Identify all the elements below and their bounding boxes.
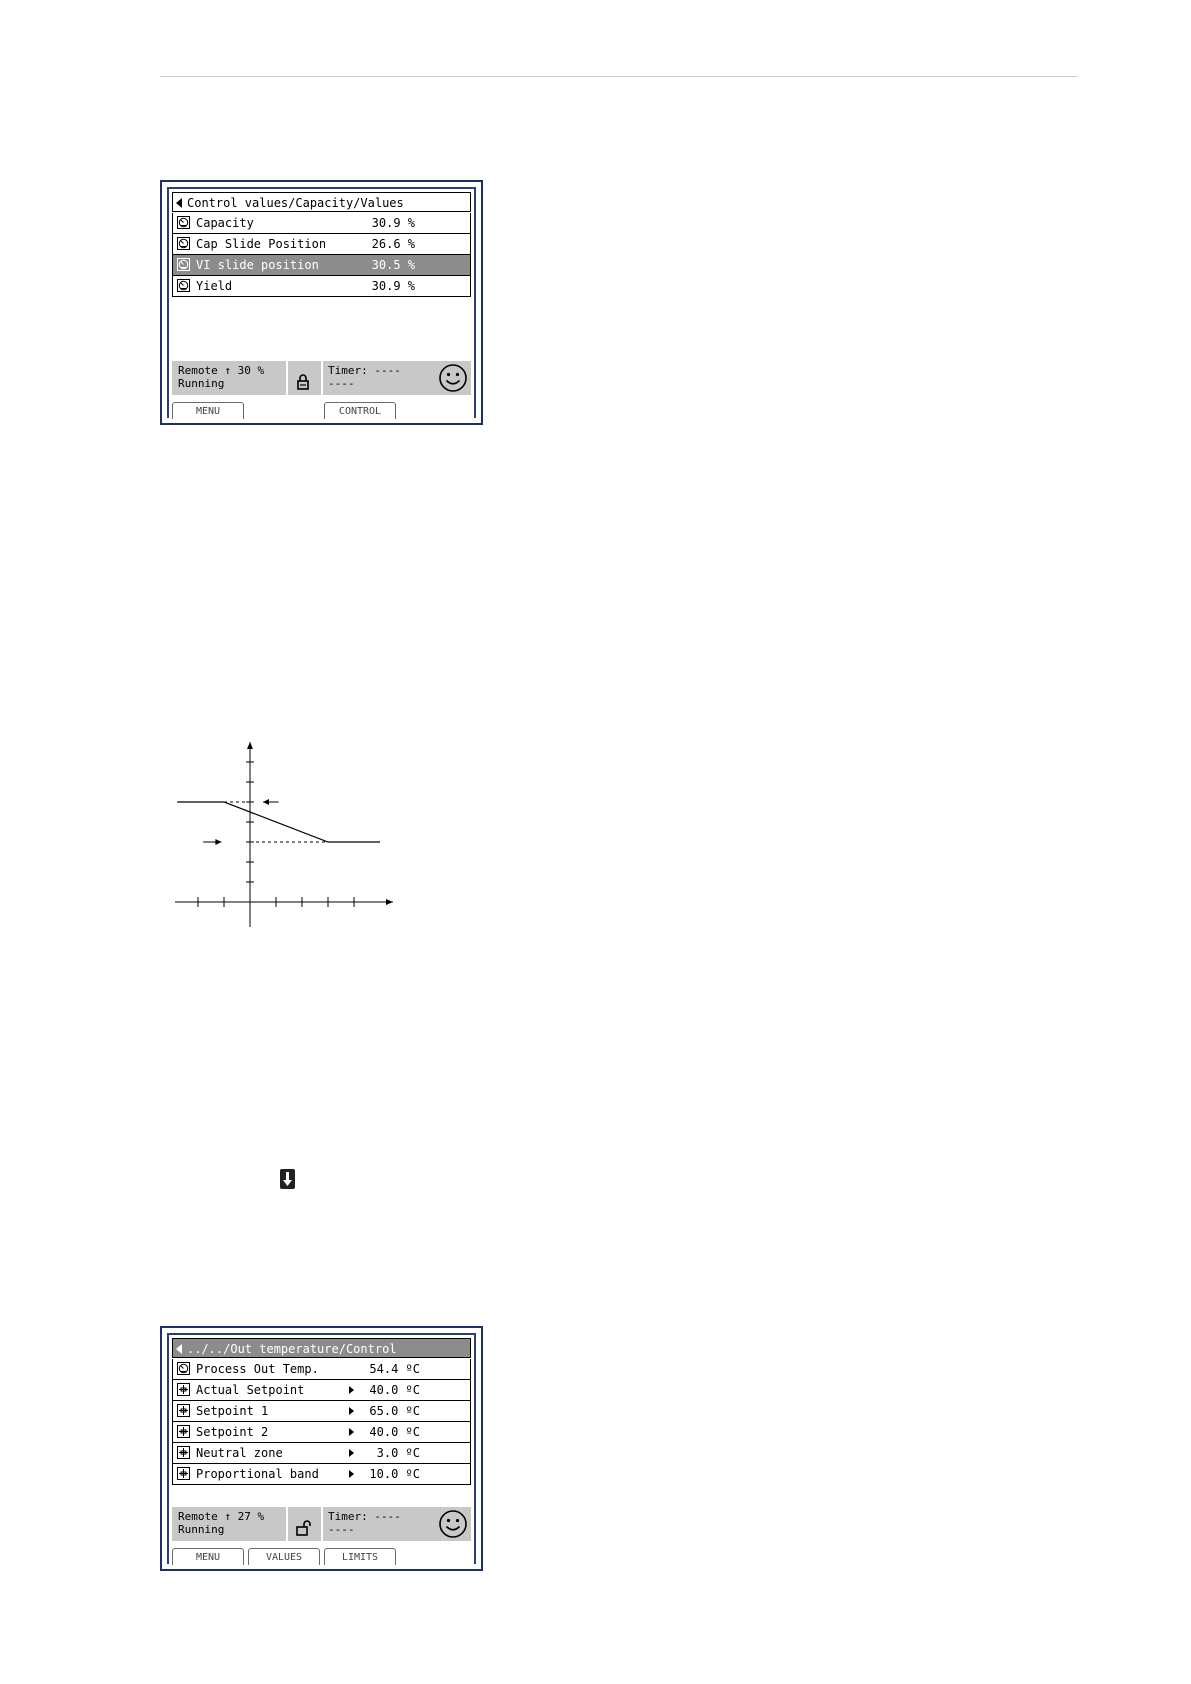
- row-label: Setpoint 2: [196, 1425, 269, 1439]
- page-header-rule: [160, 76, 1078, 77]
- screen-display: [167, 187, 476, 418]
- x-axis-arrow: [386, 899, 393, 905]
- chart-axes: [175, 742, 393, 927]
- setpoint-icon: [177, 1446, 190, 1459]
- chevron-right-icon[interactable]: [349, 1449, 354, 1457]
- list-item-selected[interactable]: [172, 255, 471, 276]
- smiley-icon: [438, 1509, 468, 1539]
- chart-series: [177, 802, 380, 842]
- upper-pointer-arrow: [263, 799, 269, 805]
- menu-softkey[interactable]: MENU: [172, 1548, 244, 1565]
- lock-panel: [288, 361, 321, 395]
- list-item[interactable]: [172, 1422, 471, 1443]
- value-list: [172, 213, 471, 297]
- gauge-icon: [177, 1362, 190, 1375]
- menu-path-bar[interactable]: [172, 1338, 471, 1358]
- y-axis-arrow: [247, 742, 253, 749]
- back-arrow-icon[interactable]: [176, 1344, 182, 1354]
- menu-path-text: Control values/Capacity/Values: [187, 196, 404, 210]
- series-line: [177, 802, 380, 842]
- smiley-icon: [438, 363, 468, 393]
- status-timer: [323, 1507, 471, 1541]
- row-value: 30.9 %: [371, 216, 415, 230]
- lock-icon: [297, 374, 309, 390]
- menu-path-bar[interactable]: [172, 192, 471, 212]
- gauge-icon: [177, 279, 190, 292]
- row-value: 54.4 ºC: [369, 1362, 420, 1376]
- chevron-right-icon[interactable]: [349, 1470, 354, 1478]
- control-softkey[interactable]: CONTROL: [324, 402, 396, 419]
- timer-label: Timer: ----: [328, 1510, 401, 1523]
- chevron-right-icon[interactable]: [349, 1386, 354, 1394]
- row-value: 26.6 %: [371, 237, 415, 251]
- gauge-icon: [177, 216, 190, 229]
- unlock-icon: [296, 1520, 312, 1536]
- list-item[interactable]: [172, 213, 471, 234]
- status-capacity: 30 %: [237, 364, 265, 377]
- list-item[interactable]: [172, 1359, 471, 1380]
- row-value: 30.9 %: [371, 279, 415, 293]
- row-label: Process Out Temp.: [196, 1362, 319, 1376]
- up-arrow-icon: ↑: [224, 1510, 231, 1523]
- chevron-right-icon[interactable]: [349, 1428, 354, 1436]
- row-label: Yield: [196, 279, 233, 293]
- setpoint-icon: [177, 1467, 190, 1480]
- menu-softkey[interactable]: MENU: [172, 402, 244, 419]
- chevron-right-icon[interactable]: [349, 1407, 354, 1415]
- row-value: 30.5 %: [371, 258, 415, 272]
- chart-ticks: [198, 762, 354, 907]
- softkey-bar: [169, 399, 474, 419]
- list-item[interactable]: [172, 276, 471, 297]
- row-label: Actual Setpoint: [196, 1383, 305, 1397]
- row-label: Capacity: [196, 216, 254, 230]
- timer-value: ----: [328, 377, 355, 390]
- back-arrow-icon[interactable]: [176, 198, 182, 208]
- control-list: [172, 1359, 471, 1485]
- row-label: Proportional band: [196, 1467, 319, 1481]
- row-label: VI slide position: [196, 258, 319, 272]
- row-value: 40.0 ºC: [369, 1383, 420, 1397]
- chart-markers: [203, 799, 278, 845]
- menu-path-text: ../../Out temperature/Control: [187, 1342, 397, 1356]
- status-bar: [172, 361, 471, 395]
- setpoint-icon: [177, 1404, 190, 1417]
- row-value: 3.0 ºC: [376, 1446, 420, 1460]
- screen-display: [167, 1333, 476, 1564]
- row-label: Cap Slide Position: [196, 237, 327, 251]
- status-mode: [172, 361, 286, 395]
- status-running: Running: [178, 1523, 225, 1536]
- status-remote: Remote: [178, 1510, 218, 1523]
- status-remote: Remote: [178, 364, 218, 377]
- lock-panel: [288, 1507, 321, 1541]
- down-arrow-icon: [280, 1169, 295, 1189]
- list-item[interactable]: [172, 234, 471, 255]
- row-label: Neutral zone: [196, 1446, 283, 1460]
- status-capacity: 27 %: [237, 1510, 265, 1523]
- timer-label: Timer: ----: [328, 364, 401, 377]
- lower-pointer-arrow: [215, 839, 221, 845]
- values-softkey[interactable]: VALUES: [248, 1548, 320, 1565]
- row-value: 40.0 ºC: [369, 1425, 420, 1439]
- row-label: Setpoint 1: [196, 1404, 269, 1418]
- status-running: Running: [178, 377, 225, 390]
- controller-screen-control: [160, 1326, 483, 1571]
- timer-value: ----: [328, 1523, 355, 1536]
- proportional-band-chart: [175, 690, 405, 940]
- setpoint-icon: [177, 1425, 190, 1438]
- status-bar: [172, 1507, 471, 1541]
- gauge-icon: [177, 258, 190, 271]
- row-value: 10.0 ºC: [369, 1467, 420, 1481]
- softkey-bar: [169, 1545, 474, 1565]
- list-item[interactable]: [172, 1380, 471, 1401]
- setpoint-icon: [177, 1383, 190, 1396]
- status-mode: [172, 1507, 286, 1541]
- limits-softkey[interactable]: LIMITS: [324, 1548, 396, 1565]
- list-item[interactable]: [172, 1464, 471, 1485]
- status-timer: [323, 361, 471, 395]
- gauge-icon: [177, 237, 190, 250]
- list-item[interactable]: [172, 1443, 471, 1464]
- row-value: 65.0 ºC: [369, 1404, 420, 1418]
- up-arrow-icon: ↑: [224, 364, 231, 377]
- controller-screen-values: [160, 180, 483, 425]
- list-item[interactable]: [172, 1401, 471, 1422]
